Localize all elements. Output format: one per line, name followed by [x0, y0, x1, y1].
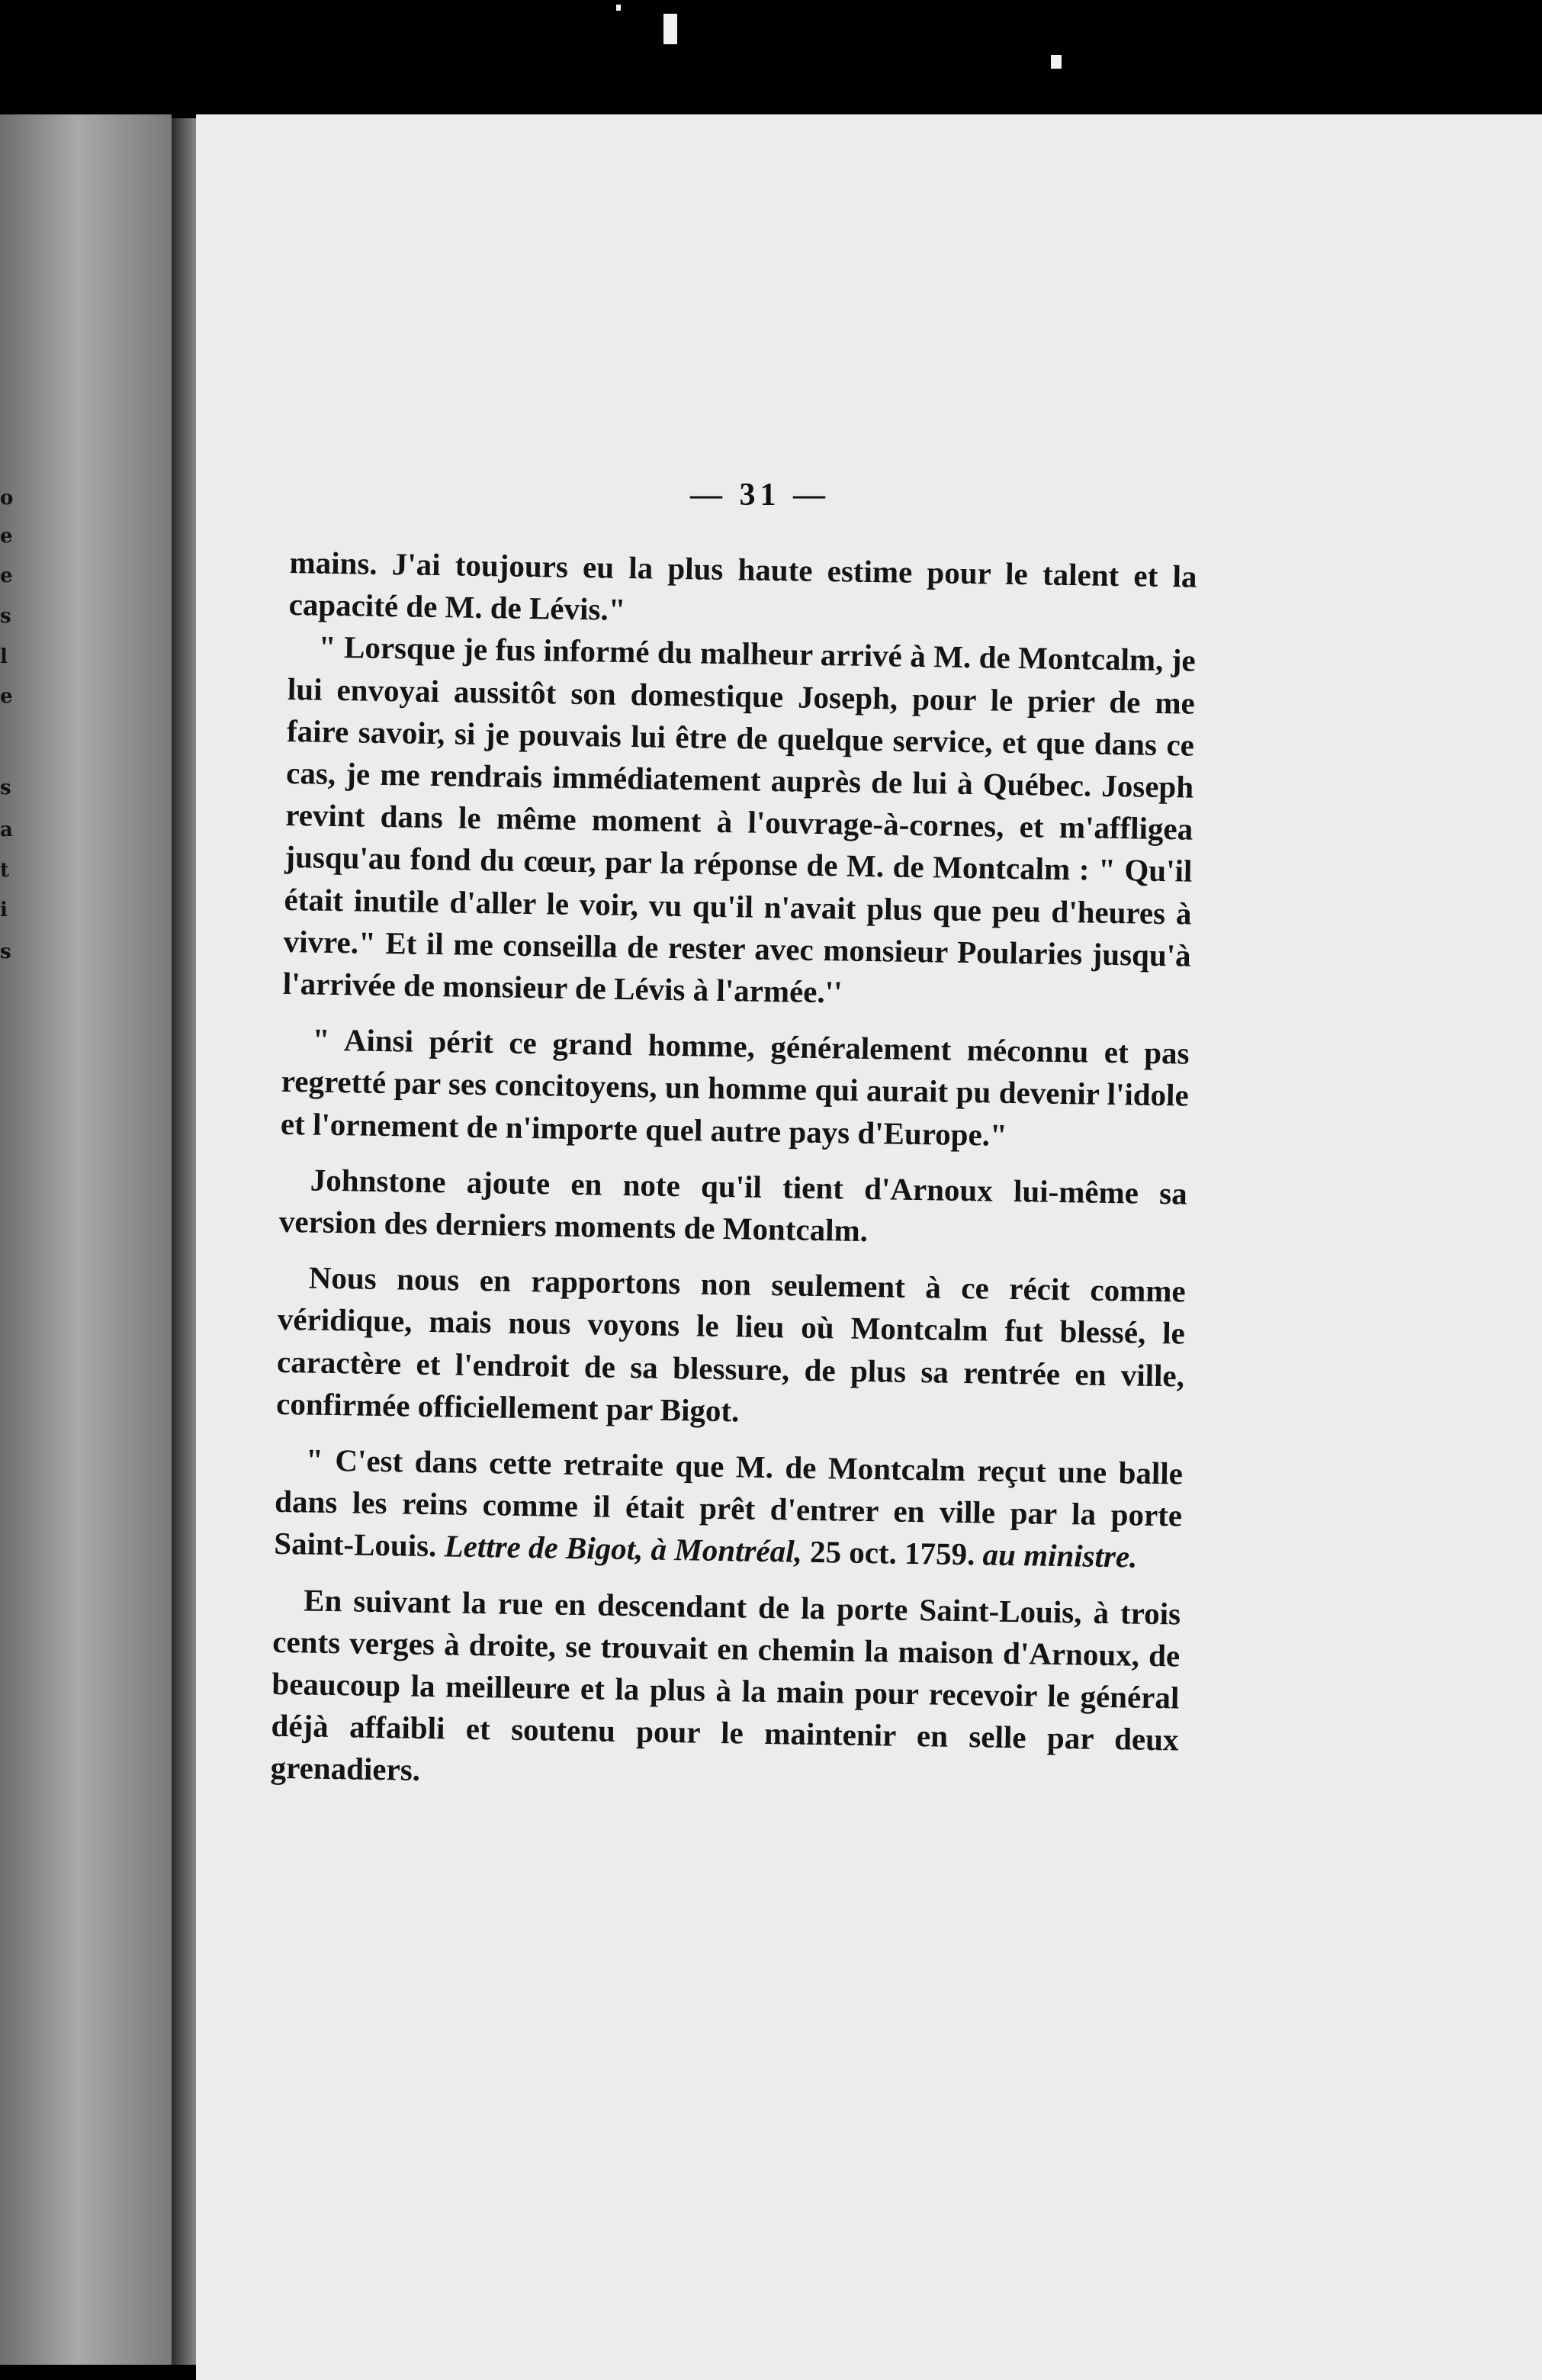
- left-page-fragment: a: [0, 820, 13, 840]
- paragraph: " Ainsi périt ce grand homme, généralement méconnu et pas regretté par ses concitoyens, un homme qui aurait pu devenir l'idole et l'ornement de n'importe quel autre pays d'Europe.": [280, 1021, 1190, 1153]
- left-page-fragment: s: [0, 778, 11, 798]
- left-page-fragment: s: [0, 606, 11, 626]
- paragraph: Johnstone ajoute en note qu'il tient d'Arnoux lui-même sa version des derniers moments de Montcalm.: [278, 1162, 1188, 1249]
- paragraph: Nous nous en rapportons non seulement à ce récit comme véridique, mais nous voyons le lieu où Montcalm fut blessé, le caractère et l'endroit de sa blessure, de plus sa rentrée en ville, confirmée officiellement par Bigot.: [275, 1259, 1187, 1429]
- left-page-fragment: i: [0, 900, 8, 920]
- paragraph: " Lorsque je fus informé du malheur arrivé à M. de Montcalm, je lui envoyai aussitôt son domestique Joseph, pour le prier de me faire savoir, si je pouvais lui être de quelque service, et que dans ce cas, je me rendrais immédiatement auprès de lui à Québec. Joseph revint dans le même moment à l'ouvrage-à-cornes, et m'affligea jusqu'au fond du cœur, par la réponse de M. de Montcalm : " Qu'il était inutile d'aller le voir, vu qu'il n'avait plus que peu d'heures à vivre." Et il me conseilla de rester avec monsieur Poularies jusqu'à l'arrivée de monsieur de Lévis à l'armée.'': [282, 629, 1197, 1010]
- left-page-fragment: l: [0, 647, 8, 667]
- citation-date: 25 oct. 1759.: [809, 1534, 975, 1572]
- citation-recipient: au ministre.: [982, 1536, 1138, 1575]
- left-page-fragment: e: [0, 687, 13, 706]
- left-page-fragment: t: [0, 860, 10, 880]
- page-body-text: [270, 542, 1197, 1803]
- scan-dust: [616, 5, 621, 11]
- left-page-fragment: e: [0, 566, 13, 586]
- citation-source: Lettre de Bigot, à Montréal,: [444, 1528, 803, 1570]
- left-page-fragment: o: [0, 488, 14, 508]
- paragraph-with-citation: [274, 1439, 1183, 1579]
- quotation-text: " C'est dans cette retraite que M. de Montcalm reçut une balle dans les reins comme il était prêt d'entrer en ville par la porte Saint-Louis.: [274, 1442, 1184, 1564]
- paragraph: En suivant la rue en descendant de la porte Saint-Louis, à trois cents verges à droite, se trouvait en chemin la maison d'Arnoux, de beaucoup la meilleure et la plus à la main pour recevoir le général déjà affaibli et soutenu pour le maintenir en selle par deux grenadiers.: [270, 1582, 1181, 1788]
- left-page-edge: [0, 114, 172, 2365]
- scan-dust: [663, 14, 677, 44]
- left-page-fragment: e: [0, 526, 13, 546]
- scan-dust: [1051, 55, 1062, 69]
- left-page-fragment: s: [0, 942, 11, 962]
- paragraph: mains. J'ai toujours eu la plus haute estime pour le talent et la capacité de M. de Lévis.": [288, 544, 1197, 628]
- book-gutter: [172, 118, 198, 2365]
- page-number: — 31 —: [690, 478, 830, 513]
